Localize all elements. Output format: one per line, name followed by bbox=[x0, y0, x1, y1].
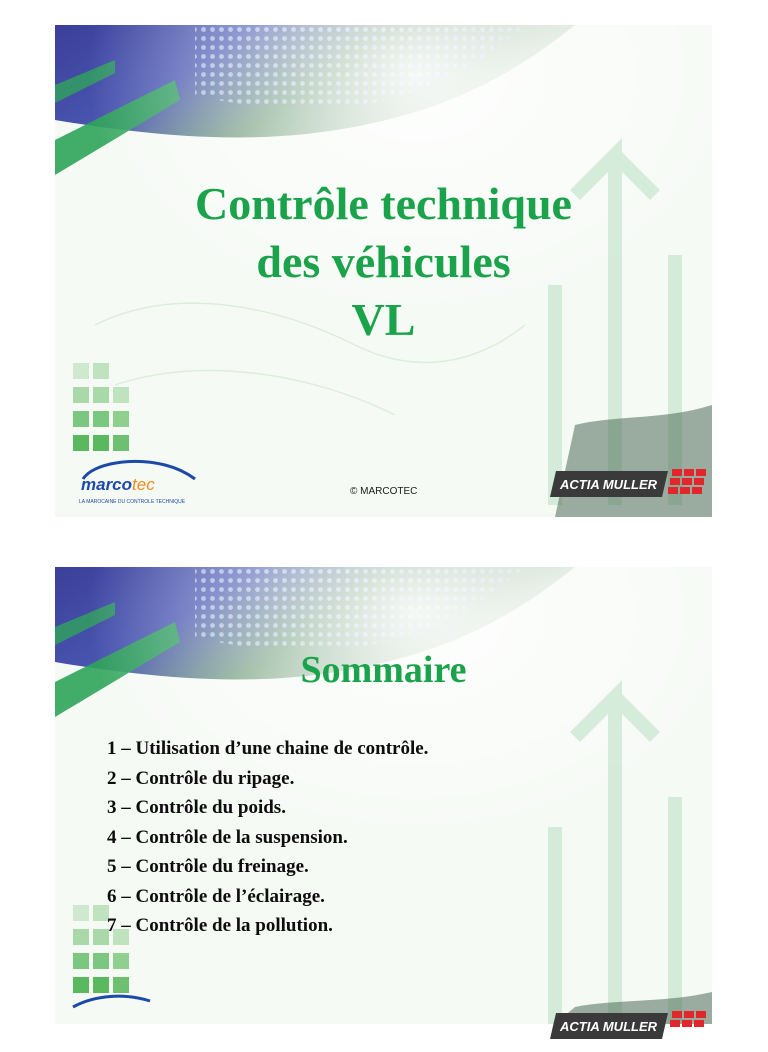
list-item: 2 – Contrôle du ripage. bbox=[107, 767, 295, 789]
list-item: 3 – Contrôle du poids. bbox=[107, 797, 286, 818]
list-item: 5 – Contrôle du freinage. bbox=[107, 856, 309, 877]
marcotec-tagline: LA MAROCAINE DU CONTROLE TECHNIQUE bbox=[79, 499, 186, 505]
slide-title bbox=[55, 25, 712, 517]
title-line-3: VL bbox=[351, 294, 416, 345]
slide-summary bbox=[55, 567, 712, 1034]
actia-muller-logo bbox=[550, 465, 712, 505]
list-item: 4 – Contrôle de la suspension. bbox=[107, 826, 348, 848]
title-line-2: des véhicules bbox=[256, 236, 511, 287]
copyright-text: © MARCOTEC bbox=[350, 486, 418, 497]
list-item: 1 – Utilisation d’une chaine de contrôle. bbox=[107, 738, 429, 759]
title-line-1: Contrôle technique bbox=[195, 178, 572, 229]
marcotec-logo-name: marco bbox=[81, 475, 133, 494]
actia-muller-logo bbox=[550, 1007, 712, 1047]
list-item: 7 – Contrôle de la pollution. bbox=[107, 915, 333, 936]
actia-muller-text: ACTIA MULLER bbox=[560, 1019, 658, 1034]
document-title bbox=[55, 175, 712, 349]
marcotec-logo-suffix: tec bbox=[132, 475, 155, 494]
actia-muller-text: ACTIA MULLER bbox=[560, 477, 658, 492]
list-item: 6 – Contrôle de l’éclairage. bbox=[107, 885, 325, 907]
summary-list bbox=[107, 734, 428, 941]
marcotec-logo bbox=[73, 455, 201, 511]
summary-title: Sommaire bbox=[300, 649, 467, 691]
